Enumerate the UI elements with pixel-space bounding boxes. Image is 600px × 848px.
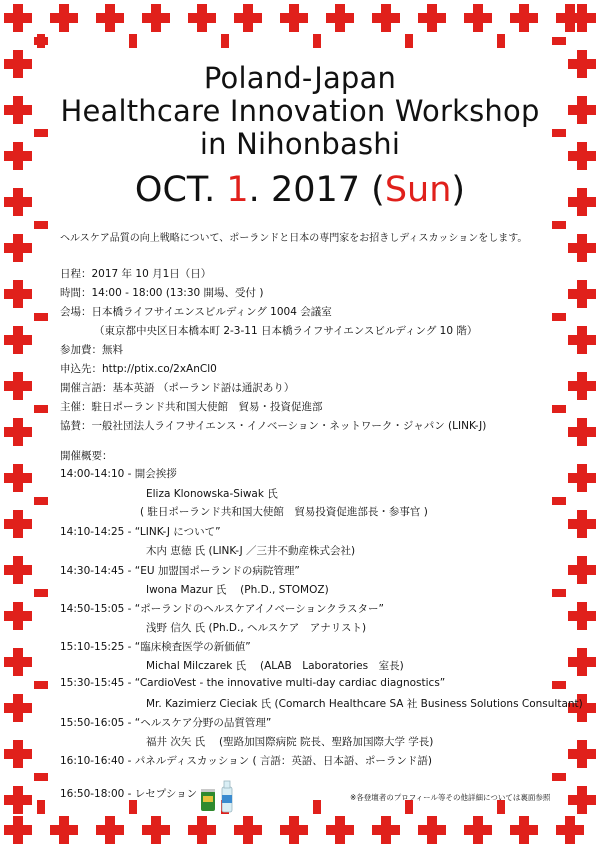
border-shape: [552, 313, 566, 321]
program-item: 14:30-14:45 - “EU 加盟国ポーランドの病院管理”: [60, 565, 300, 577]
date-sep: .: [248, 170, 260, 210]
program-speaker: Eliza Klonowska-Siwak 氏: [146, 488, 278, 500]
border-shape: [59, 816, 69, 844]
border-shape: [577, 234, 587, 262]
border-shape: [313, 34, 321, 48]
border-shape: [13, 418, 23, 446]
program-item: 15:50-16:05 - “ヘルスケア分野の品質管理”: [60, 717, 272, 729]
border-shape: [552, 773, 566, 781]
border-shape: [13, 602, 23, 630]
border-shape: [552, 405, 566, 413]
border-shape: [34, 681, 48, 689]
border-shape: [13, 556, 23, 584]
border-shape: [13, 694, 23, 722]
border-shape: [13, 786, 23, 814]
border-shape: [13, 372, 23, 400]
program-item: 15:30-15:45 - “CardioVest - the innovative multi-day cardiac diagnostics”: [60, 677, 446, 689]
border-shape: [13, 740, 23, 768]
intro-text: ヘルスケア品質の向上戦略について、ポーランドと日本の専門家をお招きしディスカッションをします。: [60, 233, 528, 244]
border-shape: [243, 816, 253, 844]
program-item: 15:10-15:25 - “臨床検査医学の新価値”: [60, 641, 251, 653]
border-shape: [552, 589, 566, 597]
event-date: [0, 170, 600, 210]
program-speaker: Mr. Kazimierz Cieciak 氏 (Comarch Healthcare SA 社 Business Solutions Consultant): [146, 698, 583, 710]
border-shape: [552, 497, 566, 505]
info-time: 時間：14:00 - 18:00 (13:30 開場、受付 ): [60, 287, 264, 299]
border-shape: [34, 589, 48, 597]
info-registration-link[interactable]: 申込先：http://ptix.co/2xAnCl0: [60, 363, 217, 375]
border-shape: [13, 4, 23, 32]
border-shape: [289, 4, 299, 32]
border-shape: [473, 816, 483, 844]
border-shape: [427, 816, 437, 844]
border-shape: [565, 816, 575, 844]
info-language: 開催言語：基本英語 （ポーランド語は通訳あり）: [60, 382, 295, 394]
program-speaker: 木内 恵徳 氏 (LINK-J ／三井不動産株式会社): [146, 545, 356, 557]
border-shape: [381, 4, 391, 32]
border-shape: [577, 464, 587, 492]
program-speaker: Iwona Mazur 氏 (Ph.D., STOMOZ): [146, 584, 329, 596]
border-shape: [243, 4, 253, 32]
date-weekday: Sun: [384, 170, 452, 210]
border-shape: [197, 4, 207, 32]
border-shape: [519, 816, 529, 844]
border-shape: [427, 4, 437, 32]
border-shape: [105, 4, 115, 32]
info-venue: 会場：日本橋ライフサイエンスビルディング 1004 会議室: [60, 306, 332, 318]
date-day: 1: [226, 170, 249, 210]
border-shape: [34, 773, 48, 781]
border-shape: [13, 326, 23, 354]
border-shape: [37, 800, 45, 814]
program-item: 16:50-18:00 - レセプション: [60, 788, 198, 800]
border-shape: [13, 234, 23, 262]
date-year: 2017: [270, 170, 361, 210]
border-shape: [577, 372, 587, 400]
border-shape: [577, 510, 587, 538]
border-shape: [577, 4, 587, 32]
program-item: 14:10-14:25 - “LINK-J について”: [60, 526, 221, 538]
border-shape: [405, 34, 413, 48]
info-fee: 参加費：無料: [60, 344, 123, 356]
border-shape: [129, 800, 137, 814]
program-affiliation: ( 駐日ポーランド共和国大使館 貿易投資促進部長・参事官 ): [140, 506, 428, 518]
border-shape: [577, 786, 587, 814]
title-line-3: in Nihonbashi: [199, 127, 401, 161]
border-shape: [34, 497, 48, 505]
footnote: ※各登壇者のプロフィール等その他詳細については裏面参照: [350, 793, 551, 802]
date-close: ): [451, 170, 466, 210]
border-shape: [151, 4, 161, 32]
border-shape: [552, 681, 566, 689]
program-speaker: 浅野 信久 氏 (Ph.D., ヘルスケア アナリスト): [146, 622, 367, 634]
border-shape: [34, 405, 48, 413]
info-organizer: 主催：駐日ポーランド共和国大使館 貿易・投資促進部: [60, 401, 323, 413]
border-shape: [289, 816, 299, 844]
reception-drinks-icon: [200, 779, 240, 813]
info-sponsor: 協賛：一般社団法人ライフサイエンス・イノベーション・ネットワーク・ジャパン (LINK-J): [60, 420, 487, 432]
border-shape: [34, 37, 48, 45]
border-shape: [13, 510, 23, 538]
border-shape: [59, 4, 69, 32]
border-shape: [552, 37, 566, 45]
title-line-2: Healthcare Innovation Workshop: [60, 94, 540, 128]
border-shape: [577, 326, 587, 354]
program-item: 16:10-16:40 - パネルディスカッション ( 言語：英語、日本語、ポーランド語): [60, 755, 432, 767]
border-shape: [13, 280, 23, 308]
border-shape: [335, 4, 345, 32]
date-month: OCT.: [134, 170, 216, 210]
border-shape: [519, 4, 529, 32]
border-shape: [34, 221, 48, 229]
border-shape: [13, 816, 23, 844]
border-shape: [552, 221, 566, 229]
border-shape: [577, 740, 587, 768]
program-heading: 開催概要：: [60, 450, 113, 462]
border-shape: [473, 4, 483, 32]
date-open: (: [371, 170, 385, 210]
border-shape: [151, 816, 161, 844]
border-shape: [577, 418, 587, 446]
border-shape: [313, 800, 321, 814]
program-speaker: Michal Milczarek 氏 (ALAB Laboratories 室長): [146, 660, 404, 672]
title-line-1: Poland-Japan: [203, 61, 397, 95]
border-shape: [577, 556, 587, 584]
program-item: 14:50-15:05 - “ポーランドのヘルスケアイノベーションクラスター”: [60, 603, 384, 615]
border-shape: [105, 816, 115, 844]
border-shape: [577, 280, 587, 308]
program-speaker: 福井 次矢 氏 (聖路加国際病院 院長、聖路加国際大学 学長): [146, 736, 434, 748]
border-shape: [13, 464, 23, 492]
program-item: 14:00-14:10 - 開会挨拶: [60, 468, 177, 480]
border-shape: [197, 816, 207, 844]
info-address: （東京都中央区日本橋本町 2-3-11 日本橋ライフサイエンスビルディング 10 階）: [94, 325, 478, 337]
border-shape: [577, 602, 587, 630]
border-shape: [34, 313, 48, 321]
border-shape: [13, 648, 23, 676]
border-shape: [577, 648, 587, 676]
border-shape: [335, 816, 345, 844]
border-shape: [129, 34, 137, 48]
info-date: 日程：2017 年 10 月1日（日）: [60, 268, 212, 280]
border-shape: [497, 34, 505, 48]
border-shape: [381, 816, 391, 844]
border-shape: [221, 34, 229, 48]
